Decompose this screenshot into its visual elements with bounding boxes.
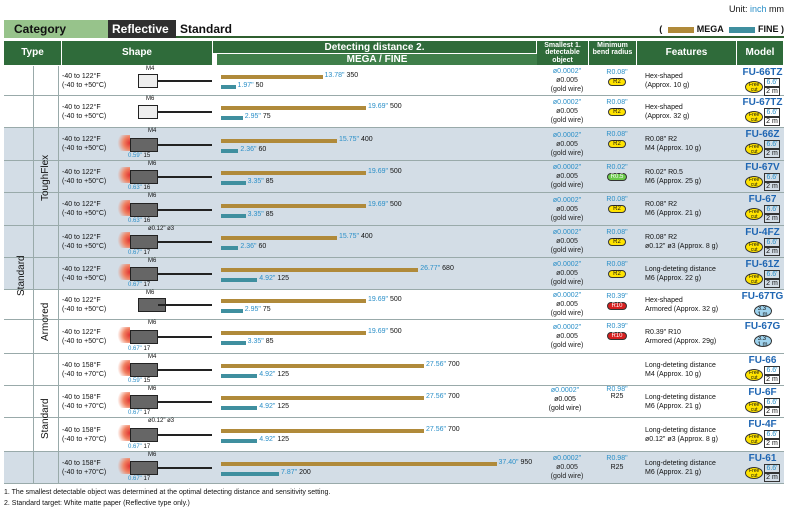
shape-distance: 0.67" 17 bbox=[128, 476, 151, 482]
distance-bars bbox=[217, 96, 541, 127]
shape-label: M6 bbox=[148, 258, 157, 264]
features: Hex-shaped (Approx. 32 g) bbox=[645, 103, 690, 120]
mega-value: 19.69" 500 bbox=[368, 328, 402, 335]
distance-bars bbox=[217, 258, 541, 289]
shape-figure bbox=[114, 320, 217, 353]
table-row bbox=[4, 66, 784, 96]
fine-bar bbox=[221, 85, 236, 89]
model-name[interactable]: FU-66TZ bbox=[742, 67, 783, 78]
sensor-head-icon bbox=[130, 461, 158, 475]
distance-bars bbox=[217, 320, 541, 353]
model-name[interactable]: FU-67V bbox=[745, 162, 780, 173]
table-row bbox=[4, 320, 784, 354]
table-row bbox=[4, 354, 784, 386]
fiber-cable-icon bbox=[158, 369, 212, 371]
shape-label: M6 bbox=[148, 320, 157, 326]
cable-length: $\frac{6.6'}{2 m}$ bbox=[766, 239, 778, 255]
free-cut-badge: Free cut bbox=[745, 369, 763, 381]
bend-radius: R0.02" R0.5 bbox=[606, 164, 628, 180]
cable-length: $\frac{6.6'}{2 m}$ bbox=[766, 271, 778, 287]
free-cut-badge: Free cut bbox=[745, 176, 763, 188]
bend-radius: R0.08" R2 bbox=[606, 131, 628, 147]
legend: ( MEGA FINE ) bbox=[659, 24, 784, 34]
mega-bar bbox=[221, 331, 366, 335]
cable-length: $\frac{6.6'}{2 m}$ bbox=[766, 206, 778, 222]
header-mega-fine: MEGA / FINE bbox=[217, 53, 537, 65]
features: Long-deteting distance M6 (Approx. 21 g) bbox=[645, 459, 716, 476]
free-cut-badge: Free cut bbox=[745, 273, 763, 285]
shape-figure bbox=[114, 258, 217, 289]
beam-icon bbox=[114, 458, 130, 474]
bend-pill: R2 bbox=[608, 140, 626, 148]
free-cut-badge: Free cut bbox=[745, 467, 763, 479]
mega-value: 15.75" 400 bbox=[339, 135, 373, 143]
temperature: -40 to 122°F (-40 to +50°C) bbox=[62, 103, 107, 120]
model-cell[interactable] bbox=[741, 386, 784, 417]
fine-swatch bbox=[729, 27, 755, 33]
fine-bar bbox=[221, 439, 257, 443]
fine-bar bbox=[221, 472, 279, 476]
distance-bars bbox=[217, 452, 541, 483]
shape-figure bbox=[114, 452, 217, 483]
features: Long-deteting distance ø0.12" ø3 (Approx. 8 g) bbox=[645, 426, 718, 443]
bend-pill: R2 bbox=[608, 108, 626, 116]
shared-bend: R0.98" R25 bbox=[606, 386, 628, 400]
temperature: -40 to 122°F (-40 to +50°C) bbox=[62, 265, 107, 282]
beam-icon bbox=[114, 264, 130, 280]
free-cut-badge: Free cut bbox=[745, 241, 763, 253]
features: Long-deteting distance M4 (Approx. 10 g) bbox=[645, 361, 716, 378]
shared-object: ø0.0002" ø0.005 (gold wire) bbox=[548, 387, 582, 412]
sensor-head-icon bbox=[130, 170, 158, 184]
cable-length-badge: 3.3' 1 m bbox=[754, 305, 772, 317]
header-features: Features bbox=[637, 41, 737, 65]
bend-radius: R0.08" R2 bbox=[606, 69, 628, 85]
features: Hex-shaped (Approx. 10 g) bbox=[645, 72, 690, 89]
sensor-head-icon bbox=[130, 428, 158, 442]
fine-value: 4.92" 125 bbox=[259, 371, 289, 378]
bend-radius: R0.08" R2 bbox=[606, 196, 628, 212]
fiber-cable-icon bbox=[158, 176, 212, 178]
bend-pill: R2 bbox=[608, 205, 626, 213]
fine-bar bbox=[221, 149, 238, 153]
temperature: -40 to 122°F (-40 to +50°C) bbox=[62, 328, 107, 345]
beam-icon bbox=[114, 360, 130, 376]
category-label: Category bbox=[4, 20, 108, 38]
sensor-head-icon bbox=[138, 74, 158, 88]
shape-distance: 0.67" 17 bbox=[128, 444, 151, 450]
bend-pill: R10 bbox=[607, 302, 626, 310]
bend-pill: R0.5 bbox=[607, 173, 628, 181]
bend-pill: R2 bbox=[608, 78, 626, 86]
smallest-object: ø0.0002" ø0.005 (gold wire) bbox=[550, 99, 584, 124]
mega-bar bbox=[221, 462, 497, 466]
sensor-head-icon bbox=[130, 395, 158, 409]
shape-label: M6 bbox=[148, 386, 157, 392]
fine-value: 2.36" 60 bbox=[240, 243, 267, 250]
mega-swatch bbox=[668, 27, 694, 33]
features: R0.02" R0.5 M6 (Approx. 25 g) bbox=[645, 168, 702, 185]
shape-distance: 0.67" 17 bbox=[128, 282, 151, 288]
beam-icon bbox=[114, 232, 130, 248]
model-name[interactable]: FU-67TZ bbox=[742, 97, 783, 108]
table-row bbox=[4, 128, 784, 161]
fine-bar bbox=[221, 246, 238, 250]
group-toughflex: ToughFlex bbox=[40, 154, 51, 202]
model-name[interactable]: FU-67G bbox=[744, 321, 781, 332]
sensor-head-icon bbox=[130, 203, 158, 217]
model-name[interactable]: FU-4FZ bbox=[745, 227, 780, 238]
shape-figure bbox=[114, 226, 217, 257]
distance-bars bbox=[217, 354, 541, 385]
fine-bar bbox=[221, 116, 243, 120]
fine-value: 3.35" 85 bbox=[247, 338, 274, 345]
table-row bbox=[4, 386, 784, 418]
free-cut-badge: Free cut bbox=[745, 433, 763, 445]
bend-radius: R0.39" R10 bbox=[606, 323, 628, 339]
cable-length: $\frac{6.6'}{2 m}$ bbox=[766, 367, 778, 383]
model-name[interactable]: FU-66 bbox=[748, 355, 777, 366]
fine-bar bbox=[221, 406, 257, 410]
mega-bar bbox=[221, 204, 366, 208]
smallest-object: ø0.0002" ø0.005 (gold wire) bbox=[550, 68, 584, 93]
shape-label: M6 bbox=[146, 290, 155, 296]
fine-value: 4.92" 125 bbox=[259, 275, 289, 282]
model-cell[interactable] bbox=[741, 290, 784, 319]
mega-value: 19.69" 500 bbox=[368, 200, 402, 208]
fine-value: 1.97" 50 bbox=[237, 82, 264, 89]
smallest-object: ø0.0002" ø0.005 (gold wire) bbox=[550, 131, 584, 157]
model-cell[interactable] bbox=[741, 161, 784, 192]
table-row bbox=[4, 290, 784, 320]
shape-figure bbox=[114, 161, 217, 192]
smallest-object: ø0.0002" ø0.005 (gold wire) bbox=[550, 196, 584, 222]
mega-value: 26.77" 680 bbox=[420, 265, 454, 272]
mega-bar bbox=[221, 299, 366, 303]
cable-length: $\frac{6.6'}{2 m}$ bbox=[766, 465, 778, 481]
temperature: -40 to 158°F (-40 to +70°C) bbox=[62, 459, 107, 476]
smallest-object: ø0.0002" ø0.005 (gold wire) bbox=[550, 229, 584, 254]
model-name[interactable]: FU-67TG bbox=[741, 291, 784, 302]
mega-value: 19.69" 500 bbox=[368, 103, 402, 110]
beam-icon bbox=[114, 327, 130, 343]
shape-label: M4 bbox=[148, 128, 157, 134]
fine-value: 2.36" 60 bbox=[240, 145, 267, 153]
mega-bar bbox=[221, 171, 366, 175]
shape-label: M6 bbox=[146, 96, 155, 102]
bend-pill: R10 bbox=[607, 332, 626, 340]
cable-length: $\frac{6.6'}{2 m}$ bbox=[766, 174, 778, 190]
shape-distance: 0.63" 16 bbox=[128, 218, 151, 224]
free-cut-badge: Free cut bbox=[745, 208, 763, 220]
features: Long-deteting distance M6 (Approx. 22 g) bbox=[645, 265, 716, 282]
model-cell[interactable] bbox=[741, 354, 784, 385]
temperature: -40 to 122°F (-40 to +50°C) bbox=[62, 296, 107, 313]
shape-figure bbox=[114, 418, 217, 451]
fine-bar bbox=[221, 341, 246, 345]
fine-bar bbox=[221, 374, 257, 378]
header-type: Type bbox=[4, 41, 62, 65]
temperature: -40 to 158°F (-40 to +70°C) bbox=[62, 393, 107, 410]
mega-value: 27.56" 700 bbox=[426, 426, 460, 433]
fiber-cable-icon bbox=[158, 209, 212, 211]
fine-bar bbox=[221, 309, 243, 313]
sensor-head-icon bbox=[130, 363, 158, 377]
fiber-cable-icon bbox=[158, 401, 212, 403]
features: R0.08" R2 ø0.12" ø3 (Approx. 8 g) bbox=[645, 233, 718, 250]
model-name[interactable]: FU-67 bbox=[748, 194, 777, 205]
smallest-object: ø0.0002" ø0.005 (gold wire) bbox=[550, 324, 584, 349]
table-row bbox=[4, 226, 784, 258]
model-name[interactable]: FU-61Z bbox=[745, 259, 780, 270]
group-armored: Armored bbox=[40, 302, 51, 342]
bend-radius: R0.08" R2 bbox=[606, 261, 628, 277]
shape-label: M6 bbox=[148, 193, 157, 199]
cable-length: $\frac{6.6'}{2 m}$ bbox=[766, 399, 778, 415]
mega-bar bbox=[221, 396, 424, 400]
bend-pill: R2 bbox=[608, 238, 626, 246]
mega-bar bbox=[221, 429, 424, 433]
sensor-head-icon bbox=[130, 330, 158, 344]
group-standard: Standard bbox=[16, 255, 27, 297]
shape-figure bbox=[114, 128, 217, 160]
distance-bars bbox=[217, 128, 541, 160]
sensor-head-icon bbox=[130, 267, 158, 281]
fine-value: 4.92" 125 bbox=[259, 403, 289, 410]
features: Long-deteting distance M6 (Approx. 21 g) bbox=[645, 393, 716, 410]
sensor-head-icon bbox=[130, 138, 158, 152]
header-model: Model bbox=[737, 41, 784, 65]
bend-radius: R0.39" R10 bbox=[606, 293, 628, 309]
temperature: -40 to 158°F (-40 to +70°C) bbox=[62, 426, 107, 443]
smallest-object: ø0.0002" ø0.005 (gold wire) bbox=[550, 261, 584, 286]
features: R0.39" R10 Armored (Approx. 29g) bbox=[645, 328, 717, 345]
mega-bar bbox=[221, 236, 337, 240]
shape-distance: 0.67" 17 bbox=[128, 250, 151, 256]
smallest-object: ø0.0002" ø0.005 (gold wire) bbox=[550, 292, 584, 317]
cable-length: $\frac{6.6'}{2 m}$ bbox=[766, 141, 778, 157]
footnote-2: 2. Standard target: White matte paper (Reflective type only.) bbox=[4, 500, 190, 507]
fine-value: 2.95" 75 bbox=[244, 306, 271, 313]
bend-pill: R2 bbox=[608, 270, 626, 278]
shape-figure bbox=[114, 66, 217, 95]
reflective-badge: Reflective bbox=[108, 20, 176, 38]
shape-figure bbox=[114, 386, 217, 417]
fine-value: 3.35" 85 bbox=[247, 210, 274, 218]
model-name[interactable]: FU-66Z bbox=[745, 129, 780, 140]
model-cell[interactable] bbox=[741, 193, 784, 225]
shape-figure bbox=[114, 354, 217, 385]
distance-bars bbox=[217, 418, 541, 451]
beam-icon bbox=[114, 167, 130, 183]
fine-bar bbox=[221, 278, 257, 282]
bend-radius: R0.98" R25 bbox=[606, 455, 628, 471]
table-row bbox=[4, 193, 784, 226]
model-name[interactable]: FU-6F bbox=[748, 387, 777, 398]
beam-icon bbox=[114, 135, 130, 151]
smallest-object: ø0.0002" ø0.005 (gold wire) bbox=[550, 455, 584, 480]
mega-bar bbox=[221, 106, 366, 110]
header-detecting: Detecting distance 2. bbox=[213, 41, 537, 53]
shape-figure bbox=[114, 193, 217, 225]
shape-label: ø0.12" ø3 bbox=[148, 226, 175, 232]
beam-icon bbox=[114, 200, 130, 216]
temperature: -40 to 122°F (-40 to +50°C) bbox=[62, 201, 107, 217]
standard-label: Standard bbox=[180, 22, 233, 36]
mega-value: 15.75" 400 bbox=[339, 233, 373, 240]
mega-bar bbox=[221, 268, 418, 272]
fine-value: 3.35" 85 bbox=[247, 178, 274, 185]
fine-value: 2.95" 75 bbox=[244, 113, 271, 120]
shape-figure bbox=[114, 290, 217, 319]
distance-bars bbox=[217, 161, 541, 192]
cable-length: $\frac{6.6'}{2 m}$ bbox=[766, 109, 778, 125]
table-row bbox=[4, 258, 784, 290]
mega-bar bbox=[221, 75, 323, 79]
temperature: -40 to 122°F (-40 to +50°C) bbox=[62, 72, 107, 89]
shape-label: M4 bbox=[148, 354, 157, 360]
sensor-head-icon bbox=[138, 105, 158, 119]
sensor-head-icon bbox=[130, 235, 158, 249]
free-cut-badge: Free cut bbox=[745, 401, 763, 413]
fine-value: 4.92" 125 bbox=[259, 436, 289, 443]
model-cell[interactable] bbox=[741, 226, 784, 257]
mega-value: 27.56" 700 bbox=[426, 361, 460, 368]
smallest-object: ø0.0002" ø0.005 (gold wire) bbox=[550, 164, 584, 189]
unit-label: Unit: inch mm bbox=[728, 4, 784, 14]
table-row bbox=[4, 96, 784, 128]
cable-length-badge: 3.3' 1 m bbox=[754, 335, 772, 347]
fiber-cable-icon bbox=[158, 467, 212, 469]
shape-label: ø0.12" ø3 bbox=[148, 418, 175, 424]
header-shape: Shape bbox=[62, 41, 213, 65]
model-name[interactable]: FU-61 bbox=[748, 453, 777, 464]
shape-distance: 0.59" 15 bbox=[128, 153, 151, 159]
mega-value: 13.78" 350 bbox=[324, 72, 359, 79]
shape-distance: 0.67" 17 bbox=[128, 410, 151, 416]
fiber-cable-icon bbox=[158, 241, 212, 243]
distance-bars bbox=[217, 193, 541, 225]
temperature: -40 to 122°F (-40 to +50°C) bbox=[62, 168, 107, 185]
fiber-cable-icon bbox=[158, 144, 212, 146]
header-bend: Minimum bend radius bbox=[589, 41, 637, 65]
fiber-cable-icon bbox=[158, 111, 212, 113]
footnote-1: 1. The smallest detectable object was determined at the optimal detecting distance and sensitivity setting. bbox=[4, 489, 331, 496]
fiber-cable-icon bbox=[158, 273, 212, 275]
model-cell[interactable] bbox=[741, 320, 784, 353]
mega-value: 19.69" 500 bbox=[368, 168, 402, 175]
model-cell[interactable] bbox=[741, 452, 784, 483]
table-row bbox=[4, 418, 784, 452]
distance-bars bbox=[217, 226, 541, 257]
mega-bar bbox=[221, 364, 424, 368]
shape-distance: 0.59" 15 bbox=[128, 378, 151, 384]
fine-value: 7.87" 200 bbox=[281, 469, 311, 476]
features: R0.08" R2 M6 (Approx. 21 g) bbox=[645, 201, 702, 217]
table-row bbox=[4, 452, 784, 484]
distance-bars bbox=[217, 386, 541, 417]
table-row bbox=[4, 161, 784, 193]
free-cut-badge: Free cut bbox=[745, 143, 763, 155]
fiber-cable-icon bbox=[158, 80, 212, 82]
model-cell[interactable] bbox=[741, 258, 784, 289]
group-standard-sub: Standard bbox=[40, 398, 51, 440]
cable-length: $\frac{6.6'}{2 m}$ bbox=[766, 79, 778, 95]
distance-bars bbox=[217, 290, 541, 319]
shape-distance: 0.63" 16 bbox=[128, 185, 151, 191]
fiber-cable-icon bbox=[158, 336, 212, 338]
model-cell[interactable] bbox=[741, 66, 784, 95]
model-cell[interactable] bbox=[741, 128, 784, 160]
features: R0.08" R2 M4 (Approx. 10 g) bbox=[645, 136, 702, 152]
model-cell[interactable] bbox=[741, 96, 784, 127]
model-cell[interactable] bbox=[741, 418, 784, 451]
temperature: -40 to 122°F (-40 to +50°C) bbox=[62, 136, 107, 152]
model-name[interactable]: FU-4F bbox=[748, 419, 777, 430]
distance-bars bbox=[217, 66, 541, 95]
shape-figure bbox=[114, 96, 217, 127]
free-cut-badge: Free cut bbox=[745, 81, 763, 93]
bend-radius: R0.08" R2 bbox=[606, 229, 628, 245]
fiber-cable-icon bbox=[158, 434, 212, 436]
bend-radius: R0.08" R2 bbox=[606, 99, 628, 115]
shape-distance: 0.67" 17 bbox=[128, 346, 151, 352]
mega-value: 37.40" 950 bbox=[498, 459, 533, 466]
features: Hex-shaped Armored (Approx. 32 g) bbox=[645, 296, 719, 313]
fiber-cable-icon bbox=[158, 304, 212, 306]
free-cut-badge: Free cut bbox=[745, 111, 763, 123]
shape-label: M4 bbox=[146, 66, 155, 72]
fine-bar bbox=[221, 214, 246, 218]
beam-icon bbox=[114, 392, 130, 408]
category-bar bbox=[4, 20, 784, 38]
beam-icon bbox=[114, 425, 130, 441]
header-smallest: Smallest 1. detectable object bbox=[537, 41, 589, 65]
mega-value: 27.56" 700 bbox=[426, 393, 460, 400]
shape-label: M6 bbox=[148, 161, 157, 167]
cable-length: $\frac{6.6'}{2 m}$ bbox=[766, 431, 778, 447]
fine-bar bbox=[221, 181, 246, 185]
temperature: -40 to 158°F (-40 to +70°C) bbox=[62, 361, 107, 378]
temperature: -40 to 122°F (-40 to +50°C) bbox=[62, 233, 107, 250]
shape-label: M6 bbox=[148, 452, 157, 458]
mega-bar bbox=[221, 139, 337, 143]
mega-value: 19.69" 500 bbox=[368, 296, 402, 303]
